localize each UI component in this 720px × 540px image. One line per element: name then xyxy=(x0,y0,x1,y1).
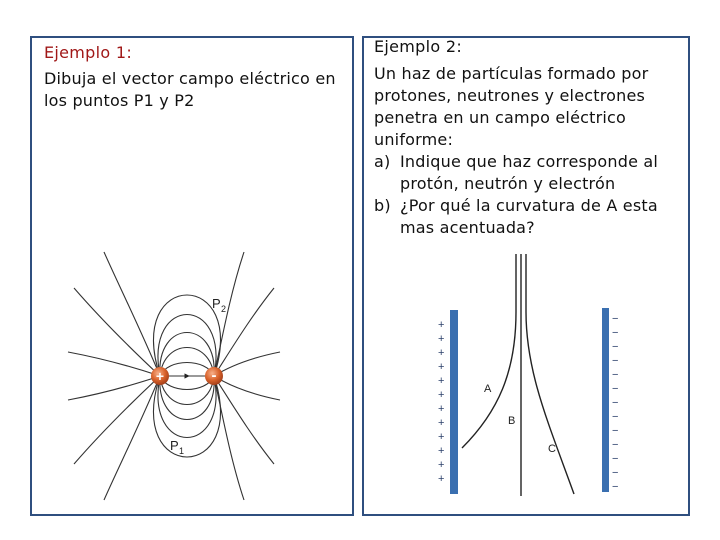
svg-text:−: − xyxy=(612,341,619,353)
svg-text:−: − xyxy=(612,383,619,395)
svg-text:−: − xyxy=(612,453,619,465)
beam-c-label: C xyxy=(548,443,556,455)
svg-text:−: − xyxy=(612,467,619,479)
svg-text:+: + xyxy=(438,389,445,401)
svg-text:+: + xyxy=(438,361,445,373)
svg-text:+: + xyxy=(438,319,445,331)
beam-a-label: A xyxy=(484,383,492,395)
question-a xyxy=(374,151,686,195)
svg-text:+: + xyxy=(438,333,445,345)
question-b-label: b) xyxy=(374,196,391,215)
svg-text:−: − xyxy=(612,397,619,409)
svg-text:+: + xyxy=(438,473,445,485)
example-1-instruction: Dibuja el vector campo eléctrico en los puntos P1 y P2 xyxy=(44,69,336,110)
svg-text:+: + xyxy=(438,375,445,387)
svg-text:−: − xyxy=(612,313,619,325)
svg-text:−: − xyxy=(612,369,619,381)
point-p2-label: P xyxy=(212,296,221,311)
svg-text:+: + xyxy=(438,417,445,429)
example-2-statement-block xyxy=(374,63,686,239)
positive-signs xyxy=(438,319,444,485)
svg-text:+: + xyxy=(438,347,445,359)
dipole-field-figure xyxy=(60,248,288,504)
example-2-panel xyxy=(362,36,690,516)
example-2-statement: Un haz de partículas formado por protones, neutrones y electrones penetra en un campo eléctrico uniforme: xyxy=(374,64,649,149)
negative-signs xyxy=(612,313,618,493)
example-1-title: Ejemplo 1: xyxy=(44,43,133,62)
negative-plate xyxy=(602,308,609,492)
particle-beam-figure xyxy=(428,252,624,498)
question-a-text: Indique que haz corresponde al protón, neutrón y electrón xyxy=(400,152,659,193)
svg-text:+: + xyxy=(438,431,445,443)
svg-text:−: − xyxy=(612,355,619,367)
svg-text:+: + xyxy=(438,445,445,457)
positive-charge-sign: + xyxy=(155,368,165,384)
svg-text:−: − xyxy=(612,481,619,493)
beam-b-label: B xyxy=(508,415,516,427)
svg-text:+: + xyxy=(438,459,445,471)
negative-charge-sign: - xyxy=(211,367,217,384)
svg-text:−: − xyxy=(612,327,619,339)
svg-text:−: − xyxy=(612,439,619,451)
question-b-text: ¿Por qué la curvatura de A esta mas acentuada? xyxy=(400,196,658,237)
question-b xyxy=(374,195,686,239)
point-p1-subscript: 1 xyxy=(179,446,185,456)
svg-text:+: + xyxy=(438,403,445,415)
example-1-panel xyxy=(30,36,354,516)
question-a-label: a) xyxy=(374,152,391,171)
point-p2-subscript: 2 xyxy=(221,304,227,314)
svg-text:−: − xyxy=(612,425,619,437)
point-p1-label: P xyxy=(170,438,179,453)
positive-plate xyxy=(450,310,458,494)
svg-text:−: − xyxy=(612,411,619,423)
beam-c-path xyxy=(526,254,574,494)
example-2-title: Ejemplo 2: xyxy=(374,37,463,56)
